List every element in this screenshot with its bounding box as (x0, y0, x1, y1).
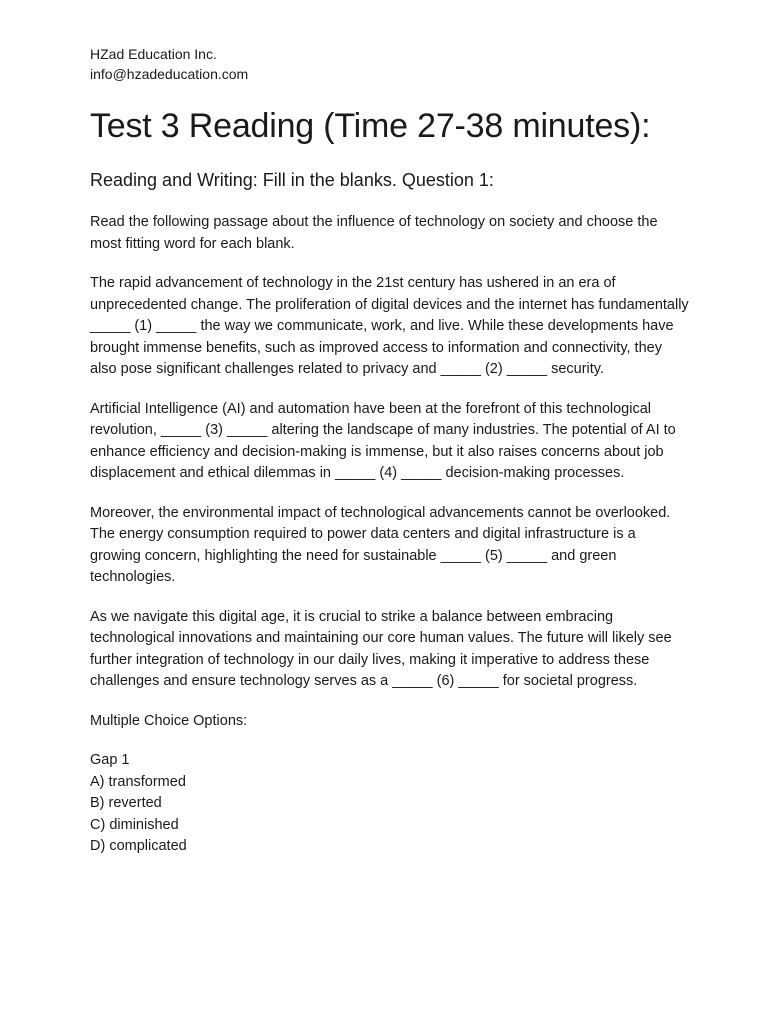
option-b: B) reverted (90, 795, 162, 811)
passage-paragraph-3: Moreover, the environmental impact of technological advancements cannot be overlooked. The energy consumption required to power data centers and digital infrastructure is a growing concern, highlighting the need for sustainable _____ (5) _____ and green technologies. (90, 504, 671, 585)
passage-paragraph-2: Artificial Intelligence (AI) and automation have been at the forefront of this technological revolution, _____ (3) _____ altering the landscape of many industries. The potential of AI to enhance efficiency and decision-making is immense, but it also raises concerns about job displacement and ethical dilemmas in _____ (4) _____ decision-making processes. (90, 400, 676, 481)
option-a: A) transformed (90, 773, 186, 790)
company-name: HZad Education Inc. (90, 46, 217, 62)
passage-paragraph-1: The rapid advancement of technology in the 21st century has ushered in an era of unprecedented change. The proliferation of digital devices and the internet has fundamentally _____ (1) _____ the way we communicate, work, and live. While these developments have brought immense benefits, such as improved access to information and connectivity, they also pose significant challenges related to privacy and _____ (2) _____ security. (90, 275, 689, 377)
contact-email: info@hzadeducation.com (90, 66, 249, 82)
page-title: Test 3 Reading (Time 27-38 minutes): (90, 107, 651, 145)
option-c: C) diminished (90, 816, 179, 833)
gap-title: Gap 1 (90, 752, 130, 768)
gap-1-options (90, 750, 690, 858)
options-heading: Multiple Choice Options: (90, 712, 248, 729)
question-heading: Reading and Writing: Fill in the blanks. Question 1: (90, 170, 494, 190)
passage-paragraph-4: As we navigate this digital age, it is crucial to strike a balance between embracing technological innovations and maintaining our core human values. The future will likely see further integration of technology in our daily lives, making it imperative to address these challenges and ensure technology serves as a _____ (6) _____ for societal progress. (90, 608, 672, 689)
option-d: D) complicated (90, 838, 187, 854)
instructions: Read the following passage about the influence of technology on society and choose the most fitting word for each blank. (90, 214, 658, 252)
document-page (90, 44, 690, 858)
